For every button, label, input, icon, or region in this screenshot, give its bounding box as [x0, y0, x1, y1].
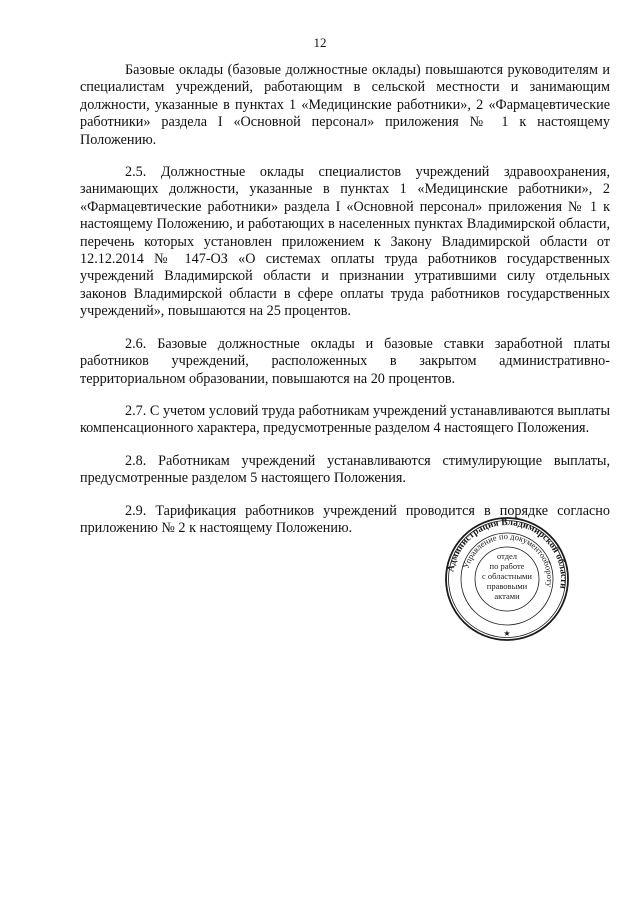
stamp-center-line: отдел	[496, 551, 518, 561]
paragraph-base-salaries-rural: Базовые оклады (базовые должностные оклады) повышаются руководителям и специалистам учреждений, работающим в сельской местности и занимающим должности, указанные в пунктах 1 «Медицинские работники», 2 «Фармацевтические работники» раздела I «Основной персонал» приложения № 1 к настоящему Положению.	[80, 62, 610, 148]
paragraph-2-9: 2.9. Тарификация работников учреждений проводится в порядке согласно приложению № 2 к настоящему Положению.	[80, 502, 610, 536]
paragraph-2-8: 2.8. Работникам учреждений устанавливаются стимулирующие выплаты, предусмотренные разделом 5 настоящего Положения.	[80, 452, 610, 487]
paragraph-2-6: 2.6. Базовые должностные оклады и базовые ставки заработной платы работников учреждений, расположенных в закрытом административно-территориальном образовании, повышаются на 20 процентов.	[80, 335, 610, 387]
stamp-star-icon: ★	[503, 629, 511, 638]
stamp-inner-ring-text: Управление по документообороту	[460, 530, 556, 588]
stamp-center-line: правовыми	[486, 581, 528, 591]
stamp-center-text	[444, 516, 570, 642]
paragraph-2-7: 2.7. С учетом условий труда работникам учреждений устанавливаются выплаты компенсационного характера, предусмотренные разделом 4 настоящего Положения.	[80, 402, 610, 437]
stamp-center-line: с областными	[482, 571, 532, 581]
stamp-outer-text: Администрация Владимирской области	[446, 517, 569, 590]
stamp-center-line: по работе	[489, 561, 525, 571]
page-number: 12	[313, 35, 327, 50]
paragraph-2-5: 2.5. Должностные оклады специалистов учреждений здравоохранения, занимающих должности, указанные в пунктах 1 «Медицинские работники», 2 «Фармацевтические работники» раздела I «Основной персонал» приложения № 1 к настоящему Положению, и работающих в населенных пунктах Владимирской области, перечень которых установлен приложением к Закону Владимирской области от 12.12.2014 № 147-ОЗ «О системах оплаты труда работников государственных учреждений Владимирской области и признании утратившими силу отдельных законов Владимирской области в сфере оплаты труда работников государственных учреждений», повышаются на 25 процентов.	[80, 164, 610, 320]
official-stamp	[444, 516, 570, 642]
document-body	[80, 62, 610, 552]
stamp-center-line: актами	[494, 591, 520, 601]
